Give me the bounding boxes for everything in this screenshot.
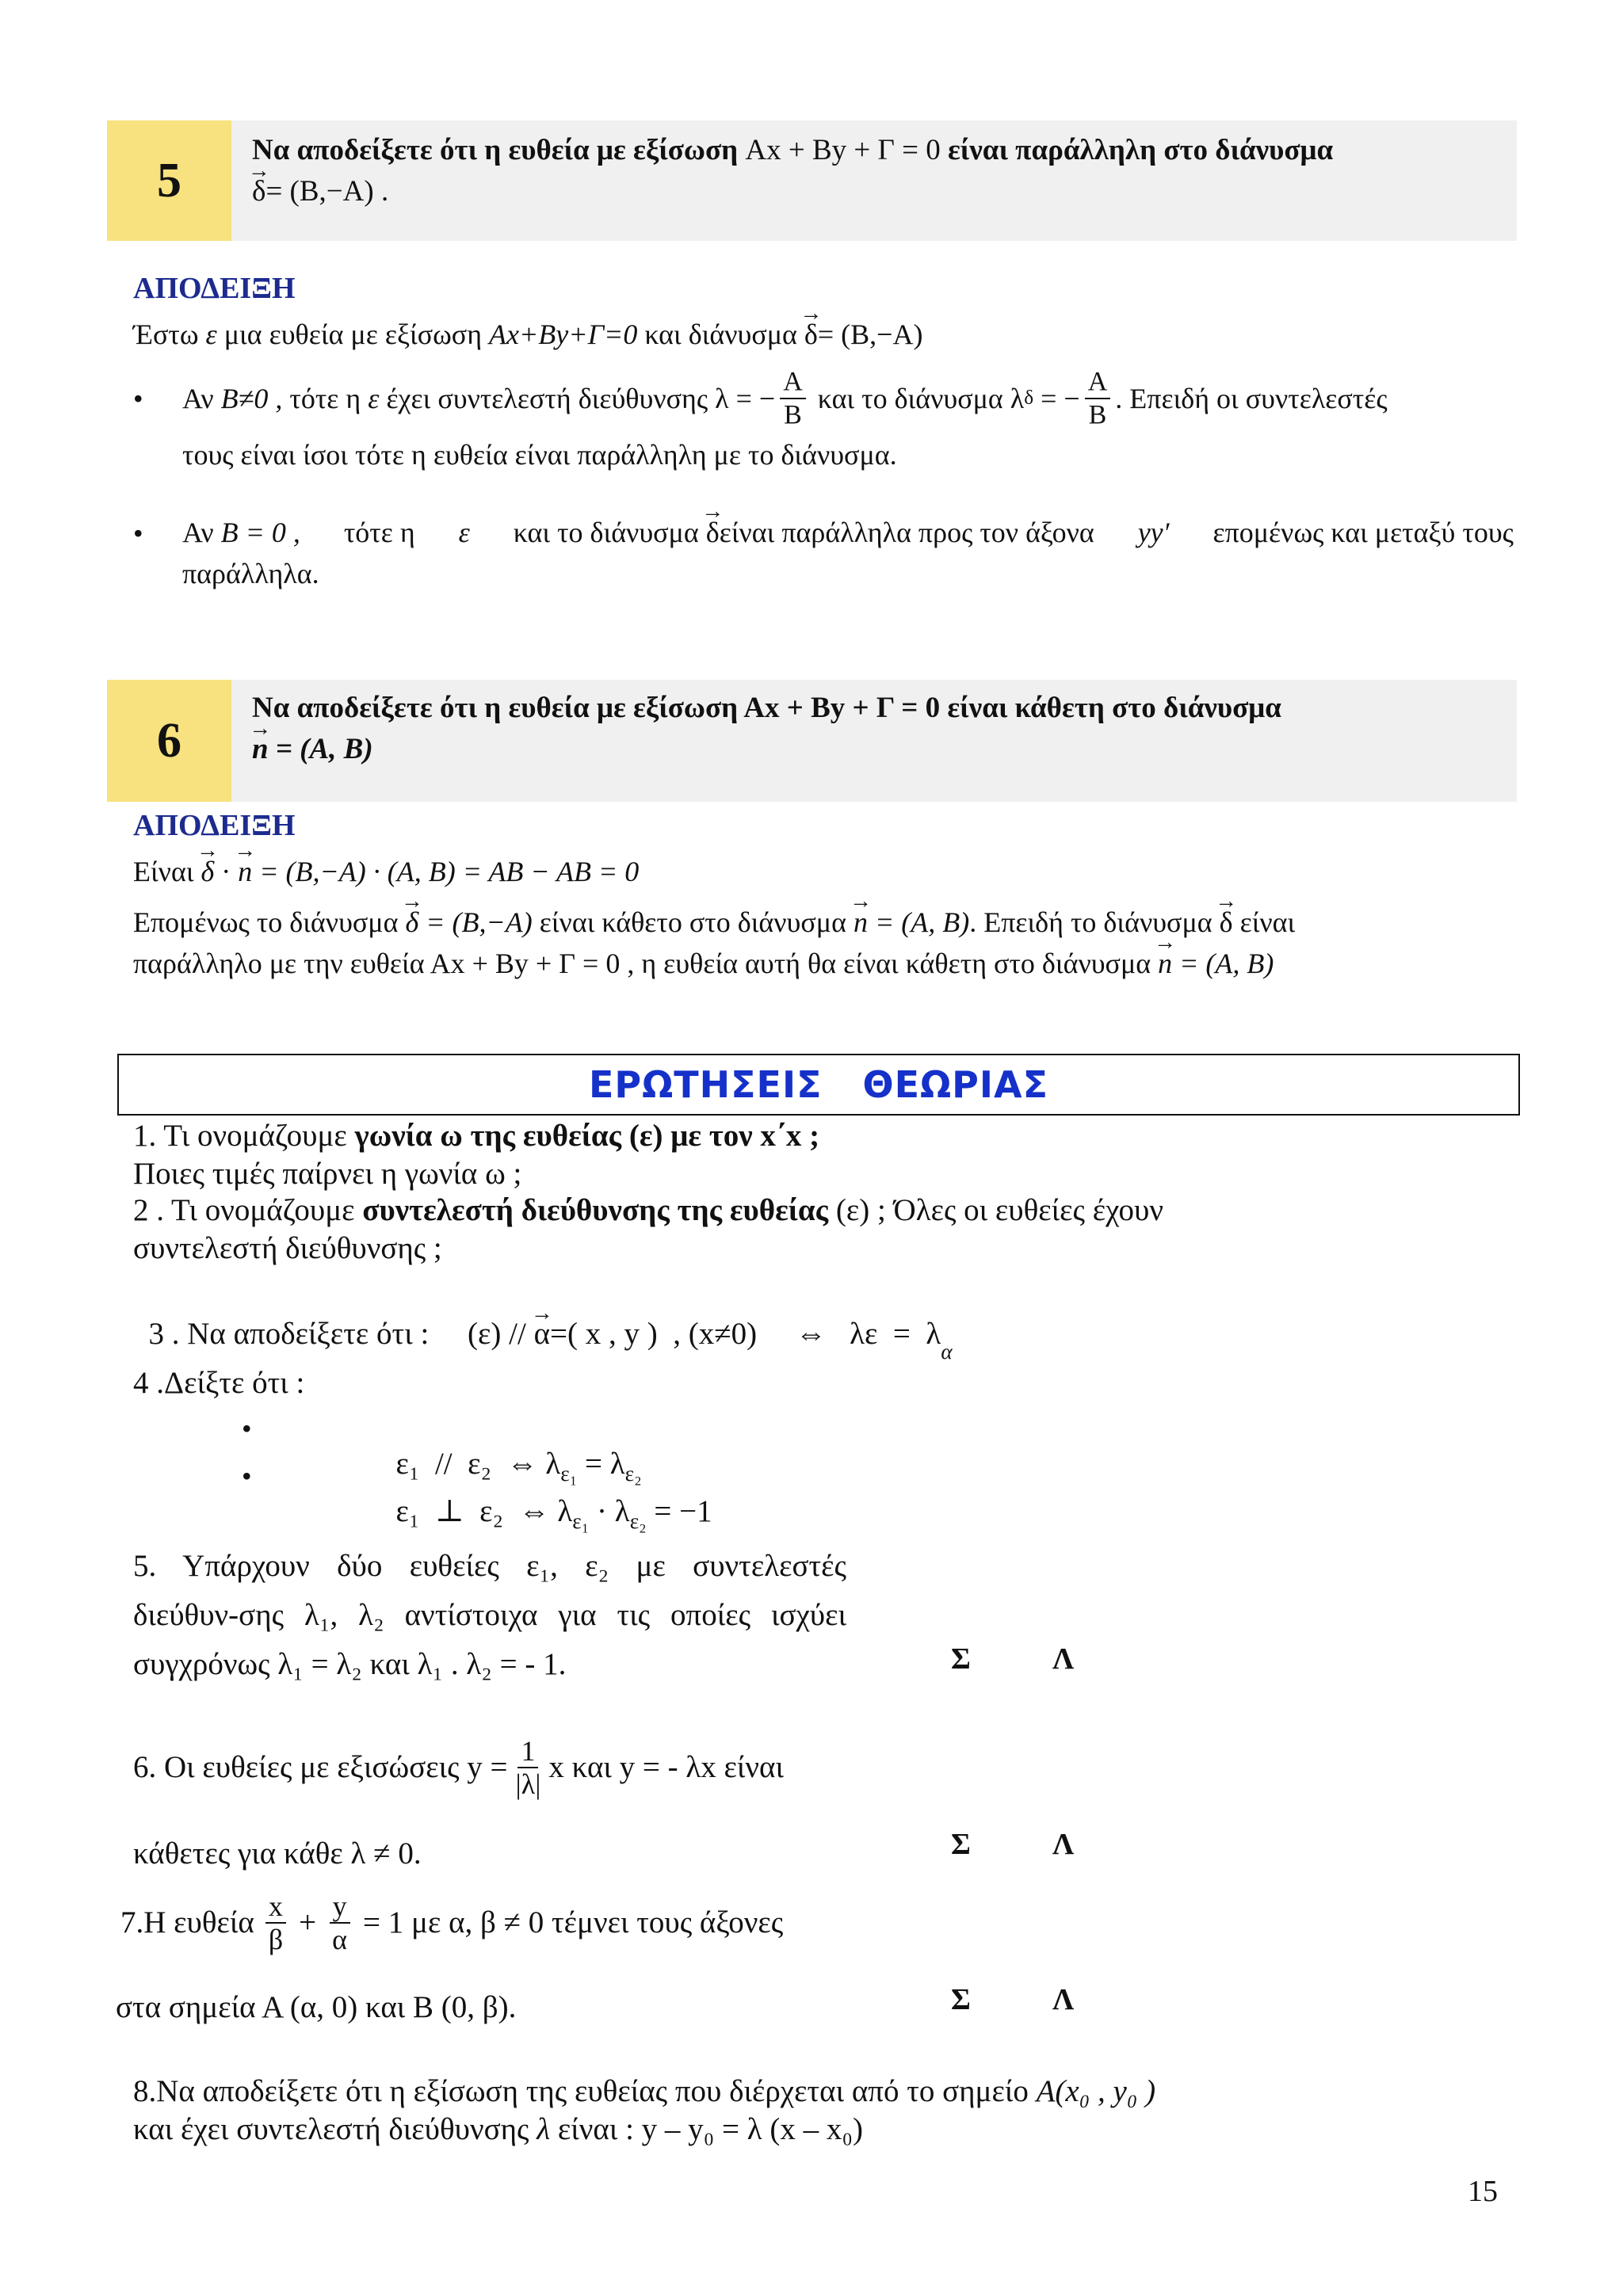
q4-bullet-2: •: [242, 1460, 252, 1492]
q5-false-option[interactable]: Λ: [1052, 1642, 1075, 1676]
question-4-item-2: ε₁ ⊥ ε₂ ⇔ $\lambda_{\varepsilon_1} \cdot \lambda_{\varepsilon_2} = -1$: [395, 1494, 712, 1533]
question-3: 3 . Να αποδείξετε ότι : (ε) // → α=( x , y ) , (x≠0) ⇔ $\lambda\varepsilon = \lambda_\alpha$: [133, 1277, 953, 1363]
proof-6-line-1: Είναι → δ · → n = (Β,−Α) · (Α, Β) = ΑΒ − ΑΒ = 0: [133, 852, 639, 891]
problem-5-statement: Να αποδείξετε ότι η ευθεία με εξίσωση Αx + By + Γ = 0 είναι παράλληλη στο διάνυσμα → δ= (Β,−Α) .: [252, 130, 1504, 212]
fraction-x-over-beta: $\frac{x}{\beta}$: [265, 1890, 286, 1955]
question-2: 2 . Τι ονομάζουμε συντελεστή διεύθυνσης της ευθείας (ε) ; Όλες οι ευθείες έχουν συντελεστή διεύθυνσης ;: [133, 1193, 1163, 1265]
problem-number-5: 5: [107, 120, 231, 241]
q5-true-option[interactable]: Σ: [951, 1642, 971, 1676]
delta-vector-symbol: → δ: [252, 171, 265, 212]
question-6: 6. Οι ευθείες με εξισώσεις y = $\frac{1}{|\lambda|}$ x και y = - λx είναι: [133, 1735, 784, 1800]
question-8: 8.Να αποδείξετε ότι η εξίσωση της ευθείας που διέρχεται από το σημείο Α(x₀ , y₀ ) και έχει συντελεστή διεύθυνσης λ είναι : y – y₀ = λ (x – x₀): [133, 2074, 1156, 2146]
proof-5-heading: ΑΠΟΔΕΙΞΗ: [133, 272, 296, 305]
fraction-a-over-b: $\frac{A}{B}$: [780, 366, 806, 431]
fraction-a-over-b-2: $\frac{A}{B}$: [1085, 366, 1111, 431]
question-7: 7.Η ευθεία $\frac{x}{\beta}$ + $\frac{y}{\alpha}$ = 1 με α, β ≠ 0 τέμνει τους άξονες: [120, 1890, 784, 1955]
proof-6-line-3: παράλληλο με την ευθεία Αx + By + Γ = 0 , η ευθεία αυτή θα είναι κάθετη στο διάνυσμα → n = (Α, Β): [133, 944, 1274, 982]
proof-5-line-1: Έστω ε μια ευθεία με εξίσωση Αx+By+Γ=0 και διάνυσμα → δ= (Β,−Α): [133, 315, 922, 353]
q6-true-option[interactable]: Σ: [951, 1828, 971, 1861]
proof-6-heading: ΑΠΟΔΕΙΞΗ: [133, 809, 296, 842]
page-number: 15: [1468, 2175, 1498, 2208]
q7-true-option[interactable]: Σ: [951, 1983, 971, 2016]
question-4-item-1: ε₁ // ε₂ ⇔ $\lambda_{\varepsilon_1} = \lambda_{\varepsilon_2}$: [395, 1447, 642, 1486]
q4-bullet-1: •: [242, 1413, 252, 1444]
proof-5-bullet-2-line-2: παράλληλα.: [182, 558, 319, 589]
question-1: 1. Τι ονομάζουμε γωνία ω της ευθείας (ε) με τον x΄x ; Ποιες τιμές παίρνει η γωνία ω ;: [133, 1119, 820, 1191]
question-7-line-2: στα σημεία Α (α, 0) και Β (0, β).: [116, 1990, 517, 2024]
theory-questions-title: ΕΡΩΤΗΣΕΙΣ ΘΕΩΡΙΑΣ: [117, 1054, 1520, 1116]
question-5: 5. Υπάρχουν δύο ευθείες ε₁, ε₂ με συντελεστές διεύθυν-σης λ₁, λ₂ αντίστοιχα για τις οποίες ισχύει συγχρόνως λ₁ = λ₂ και λ₁ . λ₂ = - 1.: [133, 1549, 846, 1681]
proof-5-bullet-1: Αν Β≠0 , τότε η ε έχει συντελεστή διεύθυνσης λ = − $\frac{A}{B}$ και το διάνυσμα λ δ = − $\frac{A}{B}$ . Επειδή οι συντελεστές: [182, 367, 1388, 429]
q6-false-option[interactable]: Λ: [1052, 1828, 1075, 1861]
problem-6-statement: Να αποδείξετε ότι η ευθεία με εξίσωση Αx + By + Γ = 0 είναι κάθετη στο διάνυσμα → n = (Α, Β): [252, 688, 1504, 770]
proof-5-bullet-1-line-2: τους είναι ίσοι τότε η ευθεία είναι παράλληλη με το διάνυσμα.: [182, 439, 897, 471]
question-4: 4 .Δείξτε ότι :: [133, 1366, 305, 1400]
n-vector-symbol: → n: [252, 729, 269, 770]
fraction-y-over-alpha: $\frac{y}{\alpha}$: [329, 1890, 350, 1955]
bullet-2: •: [133, 517, 143, 549]
bullet-1: •: [133, 383, 143, 414]
proof-6-line-2: Επομένως το διάνυσμα → δ = (Β,−Α) είναι κάθετο στο διάνυσμα → n = (Α, Β). Επειδή το διάνυσμα → δ είναι: [133, 903, 1295, 941]
problem-number-6: 6: [107, 680, 231, 802]
question-6-line-2: κάθετες για κάθε λ ≠ 0.: [133, 1836, 422, 1871]
proof-5-bullet-2: Αν Β = 0 , τότε η ε και το διάνυσμα → δείναι παράλληλα προς τον άξονα yy′ επομένως και μεταξύ τους: [182, 513, 1514, 551]
fraction-one-over-abs-lambda: $\frac{1}{|\lambda|}$: [515, 1735, 541, 1800]
q7-false-option[interactable]: Λ: [1052, 1983, 1075, 2016]
